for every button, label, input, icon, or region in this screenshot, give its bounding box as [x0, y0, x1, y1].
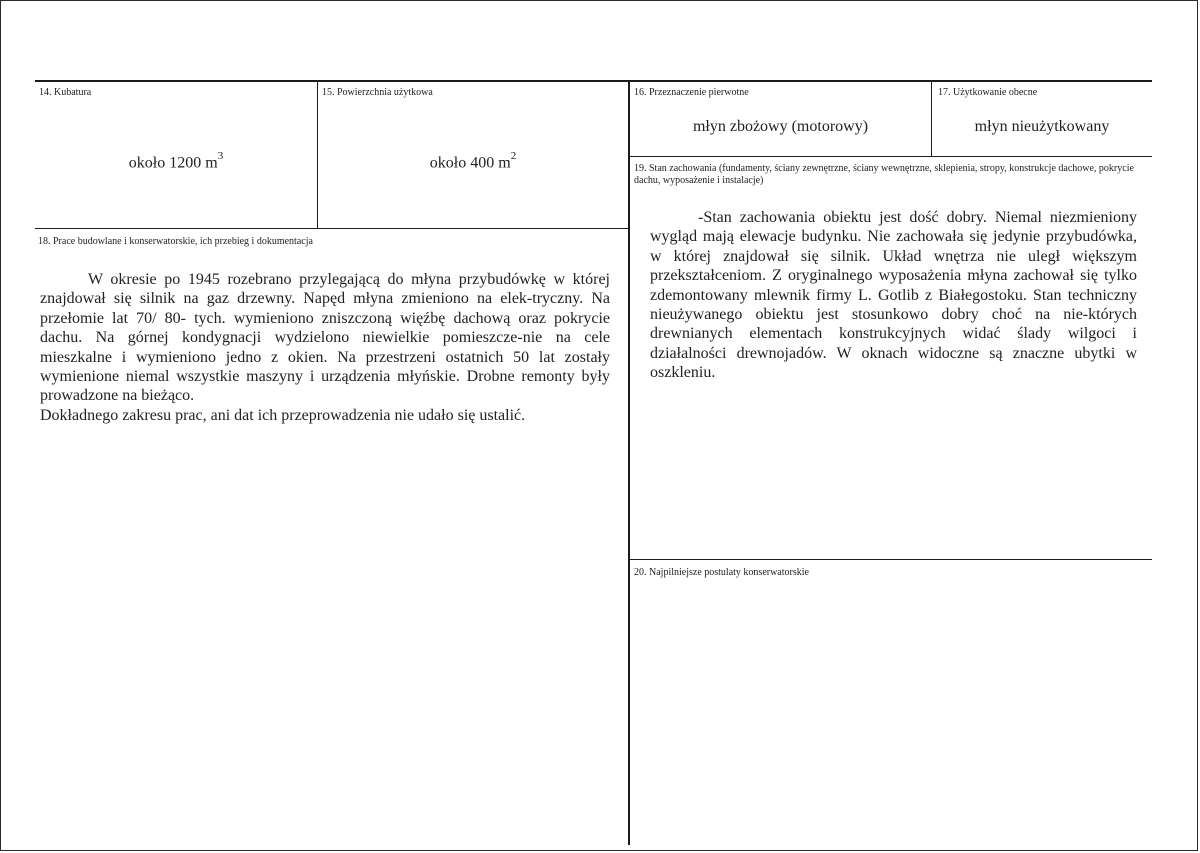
rule-below-19 — [629, 559, 1152, 560]
cubature-exponent: 3 — [217, 150, 224, 162]
usable-area-value: około 400 m — [429, 154, 511, 172]
field-18-paragraph-2: Dokładnego zakresu prac, ani dat ich przeprowadzenia nie udało się ustalić. — [40, 406, 526, 424]
field-18-text — [40, 270, 610, 425]
field-15-label: 15. Powierzchnia użytkowa — [322, 87, 433, 98]
field-17-value: młyn nieużytkowany — [974, 118, 1110, 135]
field-14-label: 14. Kubatura — [39, 87, 92, 98]
field-18-label: 18. Prace budowlane i konserwatorskie, ich przebieg i dokumentacja — [38, 236, 313, 247]
usable-area-exponent: 2 — [510, 150, 517, 162]
cubature-value: około 1200 m — [128, 154, 218, 172]
field-16-value: młyn zbożowy (motorowy) — [692, 118, 869, 135]
top-rule — [35, 80, 1152, 82]
field-16-label: 16. Przeznaczenie pierwotne — [634, 87, 749, 98]
center-divider — [628, 81, 630, 845]
field-15-value — [318, 148, 628, 173]
field-20-label: 20. Najpilniejsze postulaty konserwatorskie — [634, 567, 809, 578]
field-14-value — [35, 148, 317, 173]
field-19-paragraph: -Stan zachowania obiektu jest dość dobry. Niemal niezmieniony wygląd mają elewacje budynku. Nie zachowała się jedynie przybudówka, w której znajdował się silnik. Układ wnętrza nie uległ większym przekształceniom. Z oryginalnego wyposażenia młyna zachował się tylko zdemontowany mlewnik firmy L. Gotlib z Białegostoku. Stan techniczny nieużywanego obiektu jest stosunkowo dobry choć na nie-których drewnianych elementach konstrukcyjnych widać ślady wilgoci i działalności drewnojadów. W oknach widoczne są znaczne ubytki w oszkleniu. — [650, 209, 1137, 382]
rule-below-16-17 — [629, 156, 1152, 157]
field-18-paragraph-1: W okresie po 1945 rozebrano przylegającą do młyna przybudówkę w której znajdował się silnik na gaz drzewny. Napęd młyna zmieniono na elek-tryczny. Na przełomie lat 70/ 80- tych. wymieniono zniszczoną więźbę dachową oraz pokrycie dachu. Na górnej kondygnacji wydzielono niewielkie pomieszcze-nie na cele mieszkalne i wymieniono jedno z okien. Na przestrzeni ostatnich 50 lat zostały wymienione niemal wszystkie maszyny i urządzenia młyńskie. Drobne remonty były prowadzone na bieżąco. — [40, 271, 610, 405]
field-19-label: 19. Stan zachowania (fundamenty, ściany zewnętrzne, ściany wewnętrzne, sklepienia, stropy, konstrukcje dachowe, pokrycie dachu, wyposażenie i instalacje) — [634, 163, 1134, 186]
rule-below-14-15 — [35, 228, 629, 229]
field-17-label: 17. Użytkowanie obecne — [938, 87, 1038, 98]
field-19-text — [650, 208, 1137, 383]
